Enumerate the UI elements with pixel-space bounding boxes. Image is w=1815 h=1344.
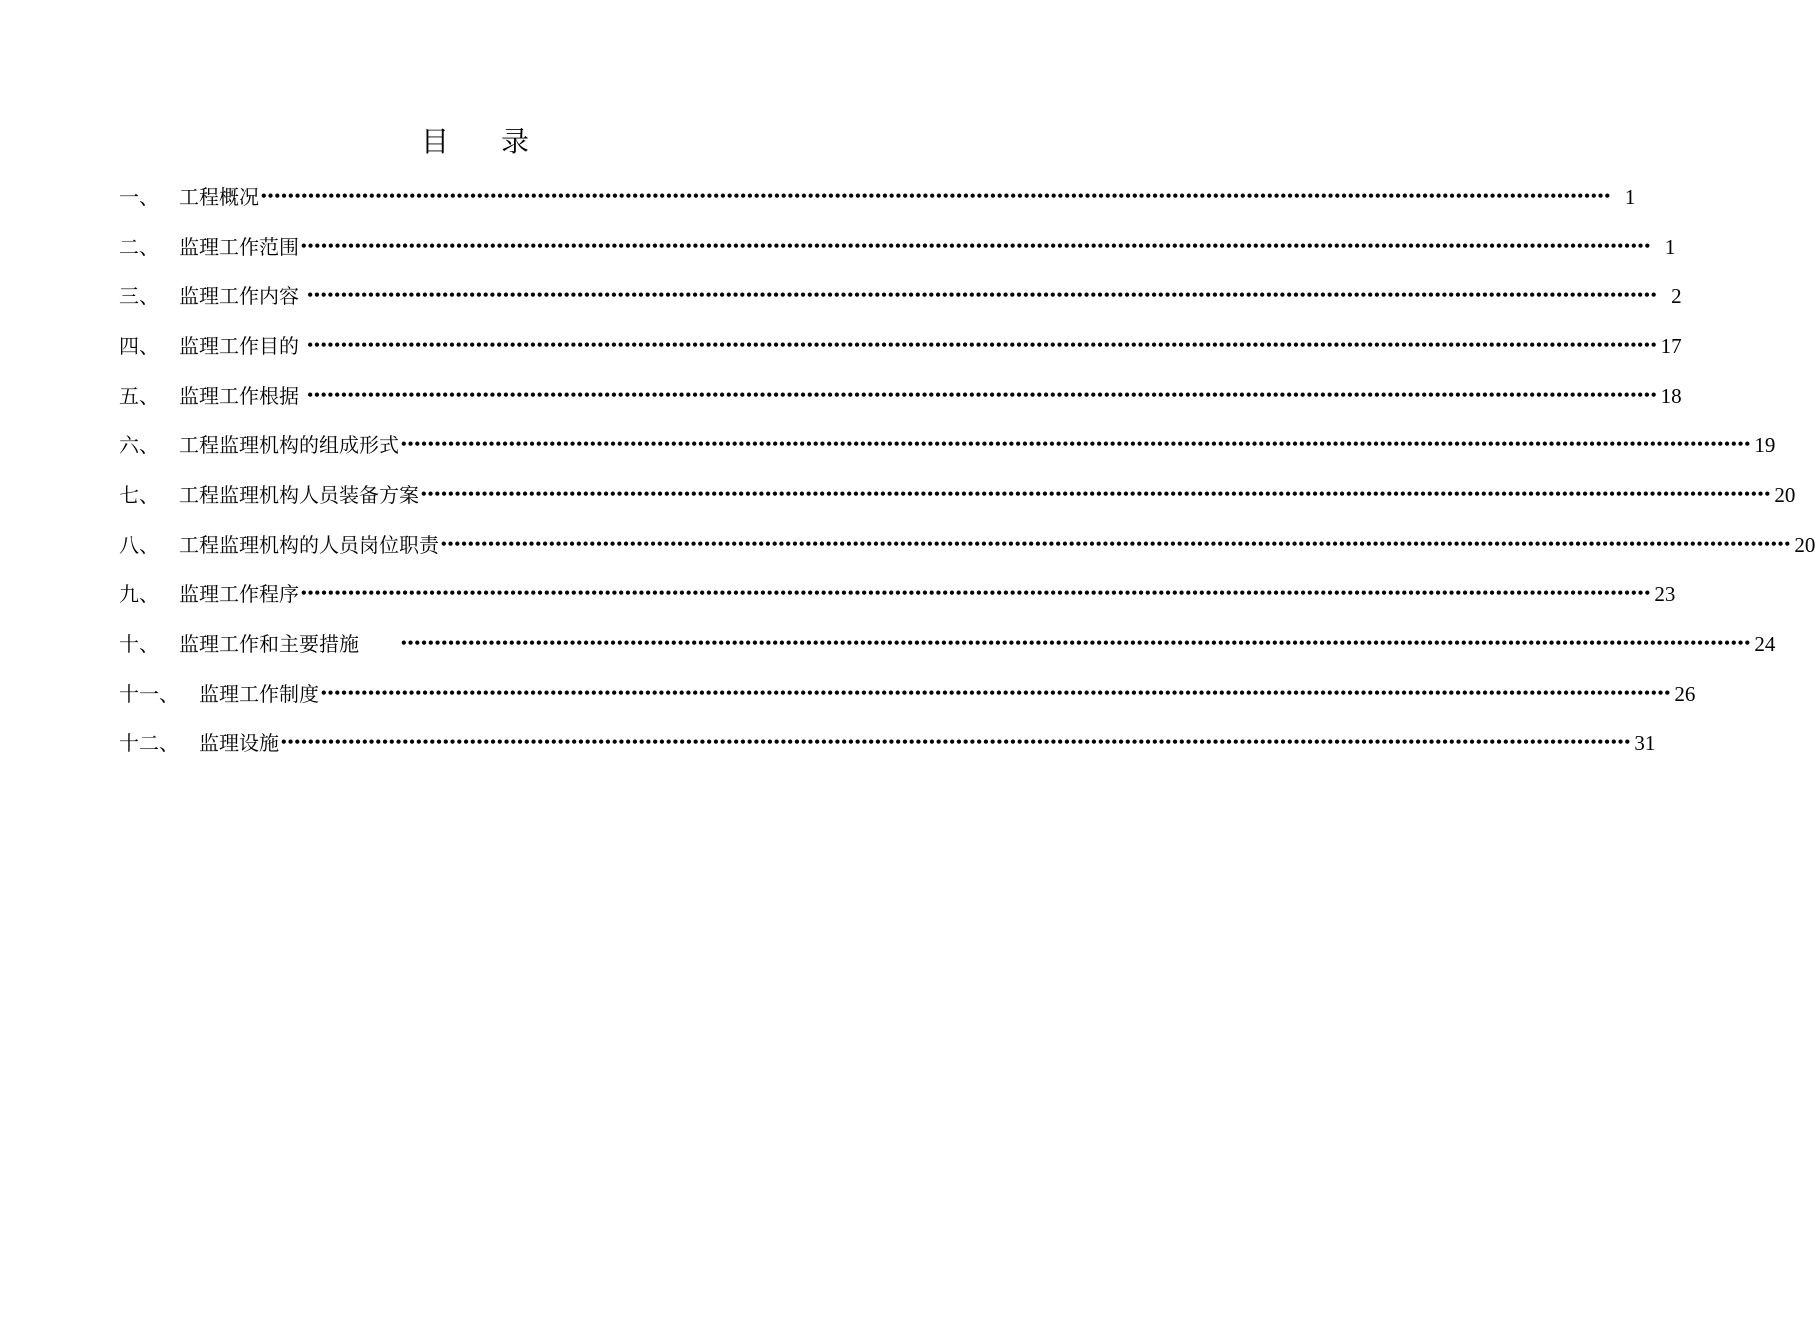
- toc-leader-dots: ••••••••••••••••••••••••••••••••••••••••••••••••••••••••••••••••••••••••••••••••••••••••••••••••••••••••••••••••••••••••••••••••••••••••••••••••••••••••••••••••••••••••••••••••••••••••••••••••••••••••: [421, 485, 1772, 503]
- toc-entry[interactable]: [119, 520, 1815, 570]
- toc-entry-number: 四、: [119, 333, 159, 358]
- toc-entry-page: 20: [1774, 482, 1796, 507]
- toc-entry-title: 监理工作程序: [179, 582, 299, 607]
- toc-entry-page: 31: [1634, 731, 1656, 756]
- toc-entry-page: 2: [1671, 284, 1682, 309]
- toc-entry[interactable]: [119, 669, 1696, 719]
- toc-entry-title: 监理工作制度: [199, 681, 319, 706]
- toc-entry-title: 监理工作目的: [179, 333, 306, 358]
- toc-entry-page: 1: [1624, 184, 1636, 209]
- toc-entry-number: 十二、: [119, 731, 179, 756]
- toc-entry-page: 19: [1754, 433, 1776, 458]
- toc-entry-page: 23: [1654, 582, 1676, 607]
- toc-entry-number: 七、: [119, 482, 159, 507]
- toc-entry-title: 监理工作根据: [179, 383, 306, 408]
- title-char-1: 目: [420, 125, 449, 158]
- toc-entry-number: 六、: [119, 433, 159, 458]
- toc-entry-page: 1: [1664, 234, 1676, 259]
- toc-entry-title: 监理工作内容: [179, 284, 306, 309]
- toc-entry-number: 二、: [119, 234, 159, 259]
- toc-entry-number: 五、: [119, 383, 159, 408]
- table-of-contents: [119, 172, 1815, 768]
- toc-entry-page: 20: [1794, 532, 1815, 557]
- toc-entry-title: 工程监理机构人员装备方案: [179, 482, 419, 507]
- toc-entry-title: 监理设施: [199, 731, 279, 756]
- toc-leader-dots: ••••••••••••••••••••••••••••••••••••••••••••••••••••••••••••••••••••••••••••••••••••••••••••••••••••••••••••••••••••••••••••••••••••••••••••••••••••••••••••••••••••••••••••••••••••••••••••••••••••••••: [301, 585, 1652, 603]
- toc-leader-dots: ••••••••••••••••••••••••••••••••••••••••••••••••••••••••••••••••••••••••••••••••••••••••••••••••••••••••••••••••••••••••••••••••••••••••••••••••••••••••••••••••••••••••••••••••••••••••••••••••••••••••: [307, 386, 1658, 404]
- toc-entry-title: 工程监理机构的人员岗位职责: [179, 532, 439, 557]
- page-title: [0, 120, 950, 164]
- toc-entry-page: 18: [1660, 383, 1682, 408]
- toc-entry[interactable]: [119, 470, 1796, 520]
- toc-leader-dots: ••••••••••••••••••••••••••••••••••••••••••••••••••••••••••••••••••••••••••••••••••••••••••••••••••••••••••••••••••••••••••••••••••••••••••••••••••••••••••••••••••••••••••••••••••••••••••••••••••••••••: [261, 187, 1612, 205]
- toc-entry[interactable]: [119, 570, 1676, 620]
- toc-leader-dots: ••••••••••••••••••••••••••••••••••••••••••••••••••••••••••••••••••••••••••••••••••••••••••••••••••••••••••••••••••••••••••••••••••••••••••••••••••••••••••••••••••••••••••••••••••••••••••••••••••••••••: [301, 237, 1652, 255]
- toc-leader-dots: ••••••••••••••••••••••••••••••••••••••••••••••••••••••••••••••••••••••••••••••••••••••••••••••••••••••••••••••••••••••••••••••••••••••••••••••••••••••••••••••••••••••••••••••••••••••••••••••••••••••••: [307, 287, 1658, 305]
- toc-entry-title: 监理工作范围: [179, 234, 299, 259]
- toc-entry[interactable]: [119, 371, 1682, 421]
- toc-leader-dots: ••••••••••••••••••••••••••••••••••••••••••••••••••••••••••••••••••••••••••••••••••••••••••••••••••••••••••••••••••••••••••••••••••••••••••••••••••••••••••••••••••••••••••••••••••••••••••••••••••••••••: [441, 535, 1792, 553]
- toc-entry[interactable]: [119, 619, 1776, 669]
- toc-entry-title: 工程概况: [179, 184, 259, 209]
- toc-entry[interactable]: [119, 420, 1776, 470]
- toc-entry-number: 九、: [119, 582, 159, 607]
- toc-entry[interactable]: [119, 321, 1682, 371]
- toc-leader-dots: ••••••••••••••••••••••••••••••••••••••••••••••••••••••••••••••••••••••••••••••••••••••••••••••••••••••••••••••••••••••••••••••••••••••••••••••••••••••••••••••••••••••••••••••••••••••••••••••••••••••••: [281, 734, 1632, 752]
- toc-entry-number: 三、: [119, 284, 159, 309]
- toc-entry-number: 十一、: [119, 681, 179, 706]
- toc-entry[interactable]: [119, 222, 1676, 272]
- toc-leader-dots: ••••••••••••••••••••••••••••••••••••••••••••••••••••••••••••••••••••••••••••••••••••••••••••••••••••••••••••••••••••••••••••••••••••••••••••••••••••••••••••••••••••••••••••••••••••••••••••••••••••••••: [401, 436, 1752, 454]
- toc-entry[interactable]: [119, 172, 1636, 222]
- toc-entry-page: 17: [1660, 333, 1682, 358]
- toc-entry[interactable]: [119, 271, 1682, 321]
- toc-entry[interactable]: [119, 719, 1656, 769]
- toc-entry-page: 26: [1674, 681, 1696, 706]
- toc-entry-page: 24: [1754, 632, 1776, 657]
- toc-leader-dots: ••••••••••••••••••••••••••••••••••••••••••••••••••••••••••••••••••••••••••••••••••••••••••••••••••••••••••••••••••••••••••••••••••••••••••••••••••••••••••••••••••••••••••••••••••••••••••••••••••••••••: [321, 684, 1672, 702]
- toc-entry-number: 八、: [119, 532, 159, 557]
- toc-entry-number: 一、: [119, 184, 159, 209]
- title-char-2: 录: [501, 125, 530, 158]
- toc-leader-dots: ••••••••••••••••••••••••••••••••••••••••••••••••••••••••••••••••••••••••••••••••••••••••••••••••••••••••••••••••••••••••••••••••••••••••••••••••••••••••••••••••••••••••••••••••••••••••••••••••••••••••: [401, 635, 1752, 653]
- toc-entry-number: 十、: [119, 632, 159, 657]
- toc-entry-title: 监理工作和主要措施: [179, 632, 359, 657]
- toc-leader-dots: ••••••••••••••••••••••••••••••••••••••••••••••••••••••••••••••••••••••••••••••••••••••••••••••••••••••••••••••••••••••••••••••••••••••••••••••••••••••••••••••••••••••••••••••••••••••••••••••••••••••••: [307, 336, 1658, 354]
- toc-entry-title: 工程监理机构的组成形式: [179, 433, 399, 458]
